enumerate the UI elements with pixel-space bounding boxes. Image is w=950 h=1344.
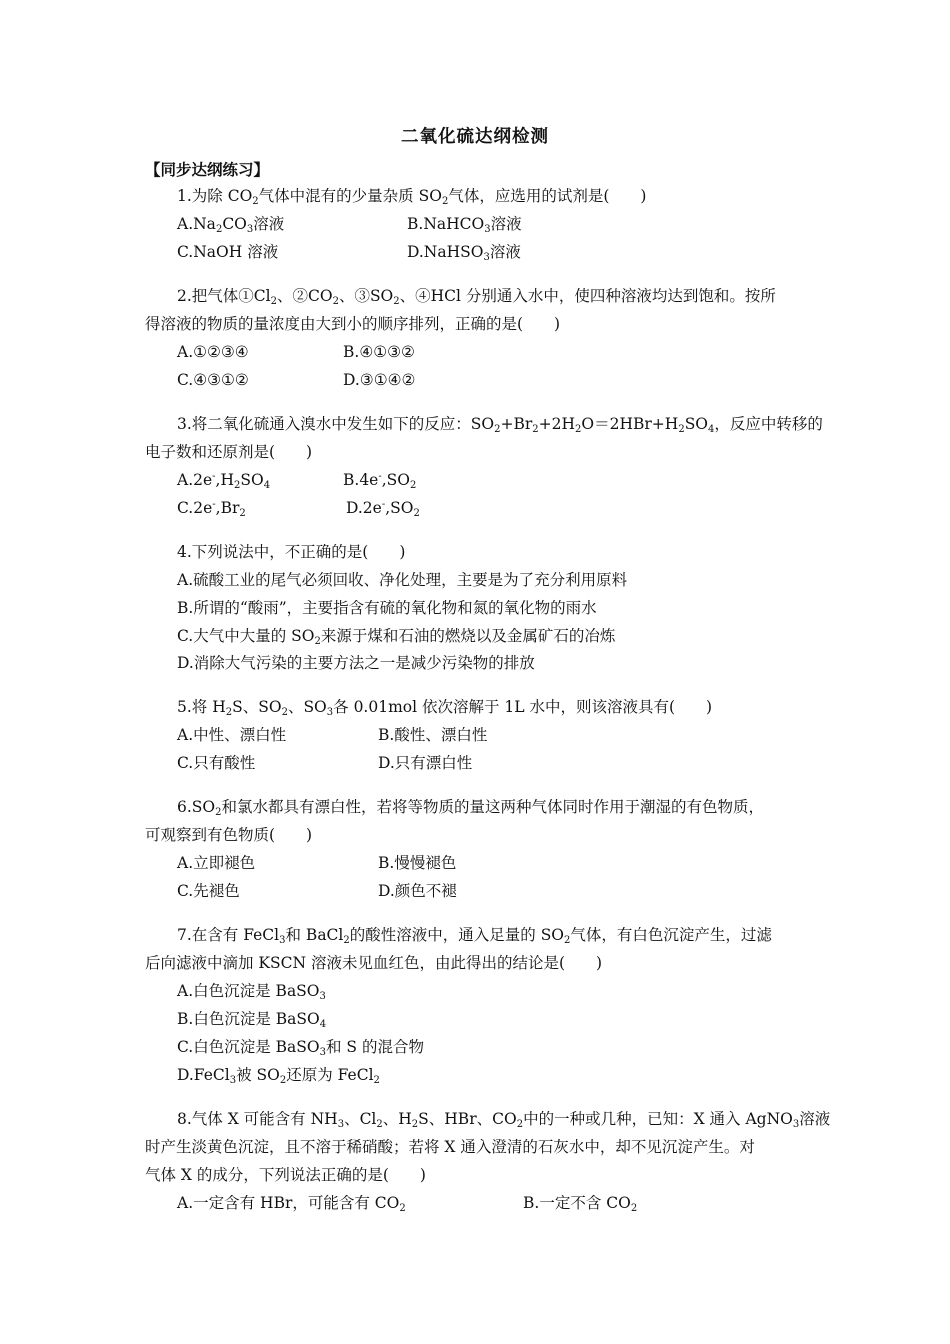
- question-2-option-c: C.④③①②: [177, 371, 249, 389]
- question-3-option-b: $B.4e^-,SO_2$: [343, 471, 417, 491]
- question-4-option-d: D.消除大气污染的主要方法之一是减少污染物的排放: [177, 654, 535, 672]
- question-3-stem: 3.将二氧化硫通入溴水中发生如下的反应：$SO_2+Br_2+2H_2O=2HBr+H_2SO_4$，反应中转移的: [177, 415, 823, 435]
- question-1-option-c: C.NaOH 溶液: [177, 243, 279, 261]
- question-2-stem: 2.把气体$①Cl_2$、$②CO_2$、$③SO_2$、④HCl 分别通入水中，使四种溶液均达到饱和。按所: [177, 287, 776, 307]
- question-2-option-b: B.④①③②: [343, 343, 415, 361]
- question-6-stem-cont: 可观察到有色物质( ): [145, 826, 313, 844]
- question-3-option-d: $D.2e^-,SO_2$: [346, 499, 420, 519]
- question-4-option-a: A.硫酸工业的尾气必须回收、净化处理，主要是为了充分利用原料: [177, 571, 628, 589]
- question-2-option-a: A.①②③④: [177, 343, 249, 361]
- question-7-option-c: C.白色沉淀是 BaSO$_3$和 S 的混合物: [177, 1038, 424, 1058]
- question-8-stem-cont-2: 气体 X 的成分，下列说法正确的是( ): [145, 1166, 426, 1184]
- question-7-option-d: D.FeCl$_3$被 $SO_2$还原为 FeCl$_2$: [177, 1066, 380, 1086]
- question-4-option-c: C.大气中大量的 $SO_2$来源于煤和石油的燃烧以及金属矿石的冶炼: [177, 627, 616, 647]
- question-5-option-a: A.中性、漂白性: [177, 726, 287, 744]
- question-5-option-b: B.酸性、漂白性: [378, 726, 488, 744]
- question-1-option-d: D.NaHSO$_3$溶液: [407, 243, 521, 263]
- question-8-stem-cont: 时产生淡黄色沉淀，且不溶于稀硝酸；若将 X 通入澄清的石灰水中，却不见沉淀产生。对: [145, 1138, 755, 1156]
- question-4-stem: 4.下列说法中，不正确的是( ): [177, 543, 406, 561]
- question-3-stem-cont: 电子数和还原剂是( ): [145, 443, 313, 461]
- question-1-stem: 1.为除 $CO_2$气体中混有的少量杂质 $SO_2$气体，应选用的试剂是( ): [177, 187, 647, 207]
- question-8-stem: 8.气体 X 可能含有 $NH_3$、$Cl_2$、$H_2S$、HBr、$CO_2$中的一种或几种，已知：X 通入 AgNO$_3$溶液: [177, 1110, 831, 1130]
- question-6-stem: $6.SO_2$和氯水都具有漂白性，若将等物质的量这两种气体同时作用于潮湿的有色物质，: [177, 798, 765, 818]
- question-5-stem: 5.将 $H_2S$、$SO_2$、$SO_3$各 0.01mol 依次溶解于 1L 水中，则该溶液具有( ): [177, 698, 713, 718]
- question-2-option-d: D.③①④②: [343, 371, 416, 389]
- question-4-option-b: B.所谓的“酸雨”，主要指含有硫的氧化物和氮的氧化物的雨水: [177, 599, 597, 617]
- question-7-option-a: A.白色沉淀是 BaSO$_3$: [177, 982, 326, 1002]
- question-1-option-a: $A.Na_2CO_3$溶液: [177, 215, 285, 235]
- question-5-option-c: C.只有酸性: [177, 754, 256, 772]
- question-3-option-a: $A.2e^-,H_2SO_4$: [177, 471, 271, 491]
- question-6-option-b: B.慢慢褪色: [378, 854, 457, 872]
- question-7-option-b: B.白色沉淀是 BaSO$_4$: [177, 1010, 327, 1030]
- question-7-stem: 7.在含有 FeCl$_3$和 BaCl$_2$的酸性溶液中，通入足量的 $SO_2$气体，有白色沉淀产生，过滤: [177, 926, 772, 946]
- question-7-stem-cont: 后向滤液中滴加 KSCN 溶液未见血红色，由此得出的结论是( ): [145, 954, 603, 972]
- page-title: 二氧化硫达纲检测: [401, 127, 549, 147]
- section-heading: 【同步达纲练习】: [145, 161, 270, 179]
- question-6-option-c: C.先褪色: [177, 882, 240, 900]
- question-6-option-d: D.颜色不褪: [378, 882, 457, 900]
- question-1-option-b: B.NaHCO$_3$溶液: [407, 215, 522, 235]
- question-8-option-b: B.一定不含 $CO_2$: [523, 1194, 638, 1214]
- question-6-option-a: A.立即褪色: [177, 854, 256, 872]
- question-5-option-d: D.只有漂白性: [378, 754, 473, 772]
- question-8-option-a: A.一定含有 HBr，可能含有 $CO_2$: [177, 1194, 406, 1214]
- question-2-stem-cont: 得溶液的物质的量浓度由大到小的顺序排列，正确的是( ): [145, 315, 561, 333]
- question-3-option-c: $C.2e^-,Br_2$: [177, 499, 246, 519]
